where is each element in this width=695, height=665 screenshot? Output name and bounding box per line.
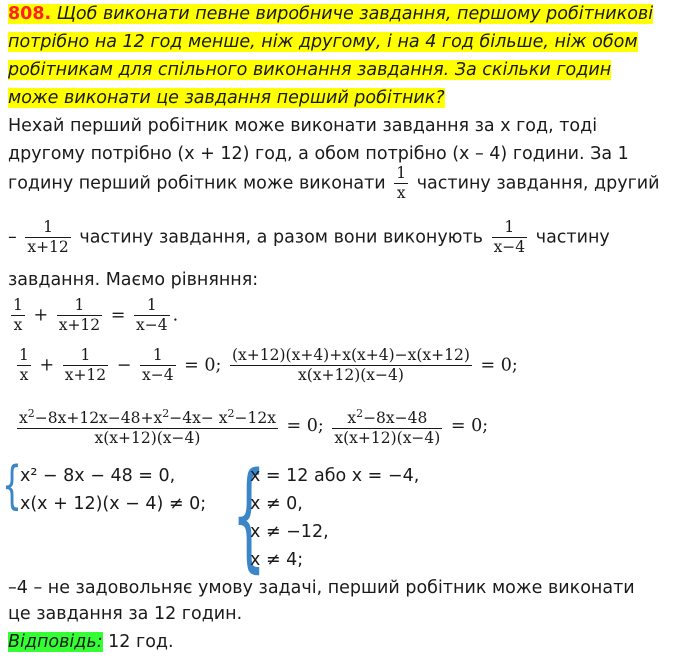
- system-2-brace: {: [232, 446, 266, 584]
- eq3-expanded-fraction: $\frac{x^2-8x+12x-48+x^2-4x- x^2-12x}{x(x+12)(x-4)}$: [19, 407, 276, 447]
- equation-2: $\frac{1}{x}$ + $\frac{1}{x+12}$ − $\frac{1}{x-4}$ = 0; $\frac{(x+12)(x+4)+x(x+4)-x(x+12)}{x(x+12)(x-4)}$ = 0;: [19, 346, 518, 384]
- eq2-frac-xm4: $\frac{1}{x-4}$: [141, 346, 174, 384]
- answer-value: 12 год.: [102, 632, 174, 652]
- problem-text-4: може виконати це завдання перший робітник?: [8, 88, 445, 108]
- problem-number: 808.: [8, 4, 52, 24]
- system-1-brace: {: [2, 456, 22, 516]
- solution-line-1: Нехай перший робітник може виконати завдання за х год, тоді: [8, 116, 598, 136]
- eq1-frac-x12: $\frac{1}{x+12}$: [58, 296, 101, 334]
- problem-line-4: [8, 88, 445, 108]
- conclusion-line-1: –4 – не задовольняє умову задачі, перший робітник може виконати: [8, 578, 635, 598]
- eq2-frac-x: $\frac{1}{x}$: [19, 346, 29, 384]
- problem-text-2: потрібно на 12 год менше, ніж другому, і на 4 год більше, ніж обом: [8, 32, 638, 52]
- solution-line-2: другому потрібно (х + 12) год, а обом потрібно (х – 4) години. За 1: [8, 144, 629, 164]
- conclusion-line-2: це завдання за 12 годин.: [8, 604, 243, 624]
- problem-line-2: [8, 32, 638, 52]
- solution-line-3: годину перший робітник може виконати $\frac{1}{x}$ частину завдання, другий: [8, 164, 660, 202]
- eq1-frac-x: $\frac{1}{x}$: [13, 296, 23, 334]
- problem-text-3: робітникам для спільного виконання завдання. За скільки годин: [8, 60, 612, 80]
- eq2-frac-x12: $\frac{1}{x+12}$: [64, 346, 107, 384]
- system-1-row-2: x(x + 12)(x − 4) ≠ 0;: [20, 494, 207, 514]
- equation-3: $\frac{x^2-8x+12x-48+x^2-4x- x^2-12x}{x(x+12)(x-4)}$ = 0; $\frac{x^2-8x-48}{x(x+12)(x-4)}$ = 0;: [14, 404, 488, 448]
- system-2-row-3: x ≠ −12,: [250, 522, 329, 542]
- eq3-simplified-fraction: $\frac{x^2-8x-48}{x(x+12)(x-4)}$: [334, 407, 441, 447]
- fraction-1-over-x: $\frac{1}{x}$: [396, 164, 407, 202]
- fraction-1-over-x-minus-4: $\frac{1}{x-4}$: [493, 218, 526, 256]
- equation-1: $\frac{1}{x}$ + $\frac{1}{x+12}$ = $\frac{1}{x-4}$ .: [13, 296, 179, 334]
- solution-line-4: – $\frac{1}{x+12}$ частину завдання, а разом вони виконують $\frac{1}{x-4}$ частину: [8, 218, 610, 256]
- eq2-big-fraction: $\frac{(x+12)(x+4)+x(x+4)-x(x+12)}{x(x+12)(x-4)}$: [232, 346, 470, 384]
- fraction-1-over-x-plus-12: $\frac{1}{x+12}$: [27, 218, 69, 256]
- problem-text-1: Щоб виконати певне виробниче завдання, першому робітникові: [56, 4, 654, 24]
- system-2-row-4: x ≠ 4;: [250, 550, 304, 570]
- problem-line-1: [8, 4, 653, 24]
- answer-label: Відповідь:: [8, 632, 103, 652]
- eq1-frac-xm4: $\frac{1}{x-4}$: [135, 296, 168, 334]
- solution-line-5: завдання. Маємо рівняння:: [8, 270, 259, 290]
- answer-line: [8, 632, 174, 652]
- problem-line-3: [8, 60, 611, 80]
- system-1-row-1: x² − 8x − 48 = 0,: [20, 466, 176, 486]
- system-2-row-2: x ≠ 0,: [250, 494, 303, 514]
- system-2-row-1: x = 12 або x = −4,: [250, 466, 420, 486]
